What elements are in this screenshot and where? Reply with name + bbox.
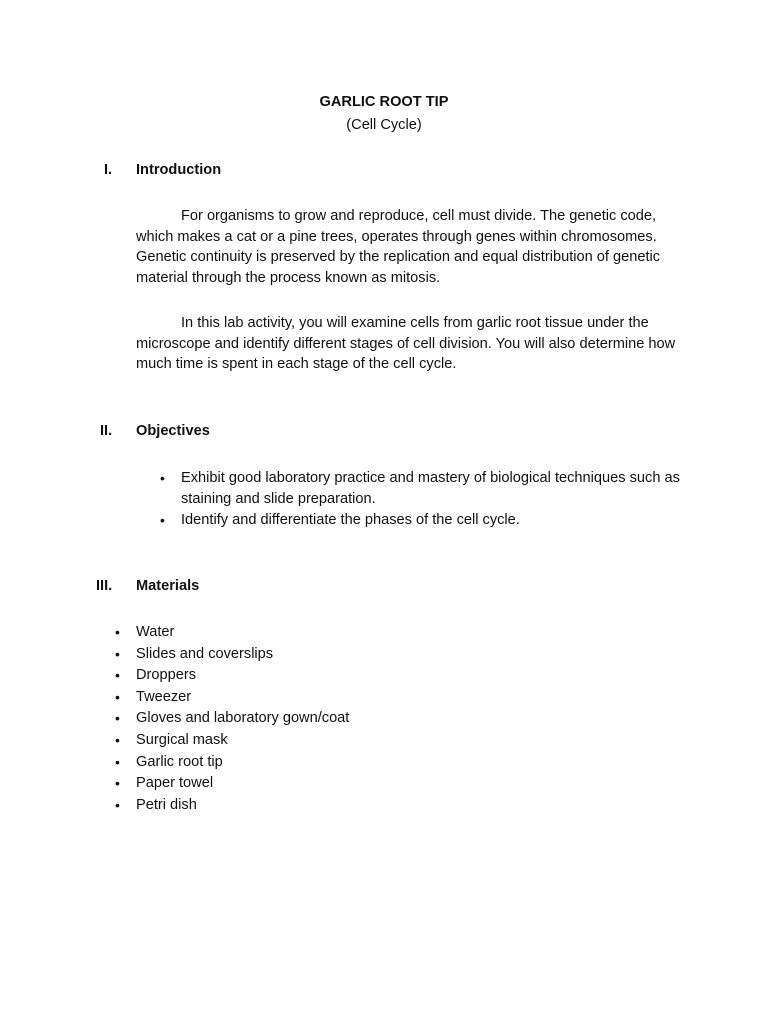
- list-item: [115, 708, 536, 729]
- list-item: [115, 773, 536, 794]
- list-item: [115, 644, 536, 665]
- materials-list: [115, 622, 536, 816]
- material-text: Gloves and laboratory gown/coat: [136, 710, 350, 727]
- list-item: [115, 687, 536, 708]
- bullet-icon: •: [115, 753, 120, 770]
- objectives-list: [160, 468, 696, 532]
- section-numeral-introduction: I.: [104, 162, 113, 178]
- section-numeral-materials: III.: [96, 578, 113, 594]
- objective-text: Identify and differentiate the phases of the cell cycle.: [181, 512, 520, 529]
- introduction-paragraph: In this lab activity, you will examine cells from garlic root tissue under the microscope and identify different stages of cell division. You will also determine how much time is spent in each stage of the cell cycle.: [136, 315, 676, 373]
- section-heading-materials: Materials: [136, 578, 200, 594]
- material-text: Water: [136, 624, 175, 640]
- objective-text: Exhibit good laboratory practice and mastery of biological techniques such as staining and slide preparation.: [181, 470, 680, 507]
- list-item: [160, 468, 696, 509]
- list-item: [115, 665, 536, 686]
- material-text: Petri dish: [136, 796, 197, 813]
- list-item: [115, 622, 536, 643]
- material-text: Surgical mask: [136, 731, 228, 748]
- section-numeral-objectives: II.: [100, 423, 113, 439]
- bullet-icon: •: [115, 796, 120, 813]
- document-subtitle: (Cell Cycle): [346, 117, 422, 133]
- document-title: GARLIC ROOT TIP: [319, 94, 449, 110]
- bullet-icon: •: [115, 645, 120, 662]
- list-item: [115, 752, 536, 773]
- bullet-icon: •: [115, 710, 120, 727]
- list-item: [160, 510, 696, 531]
- bullet-icon: •: [115, 688, 120, 705]
- bullet-icon: •: [115, 731, 120, 748]
- material-text: Slides and coverslips: [136, 645, 274, 662]
- bullet-icon: •: [160, 512, 165, 529]
- introduction-paragraph: For organisms to grow and reproduce, cell must divide. The genetic code, which makes a cat or a pine trees, operates through genes within chromosomes. Genetic continuity is preserved by the replication and equal distribution of genetic material through the process known as mitosis.: [136, 208, 661, 286]
- material-text: Garlic root tip: [136, 753, 223, 770]
- section-heading-introduction: Introduction: [136, 162, 222, 178]
- section-heading-objectives: Objectives: [136, 423, 210, 439]
- bullet-icon: •: [115, 667, 120, 684]
- bullet-icon: •: [160, 470, 165, 486]
- bullet-icon: •: [115, 775, 120, 792]
- material-text: Paper towel: [136, 775, 214, 792]
- material-text: Tweezer: [136, 688, 192, 705]
- bullet-icon: •: [115, 624, 120, 640]
- material-text: Droppers: [136, 667, 197, 684]
- list-item: [115, 795, 536, 816]
- list-item: [115, 730, 536, 751]
